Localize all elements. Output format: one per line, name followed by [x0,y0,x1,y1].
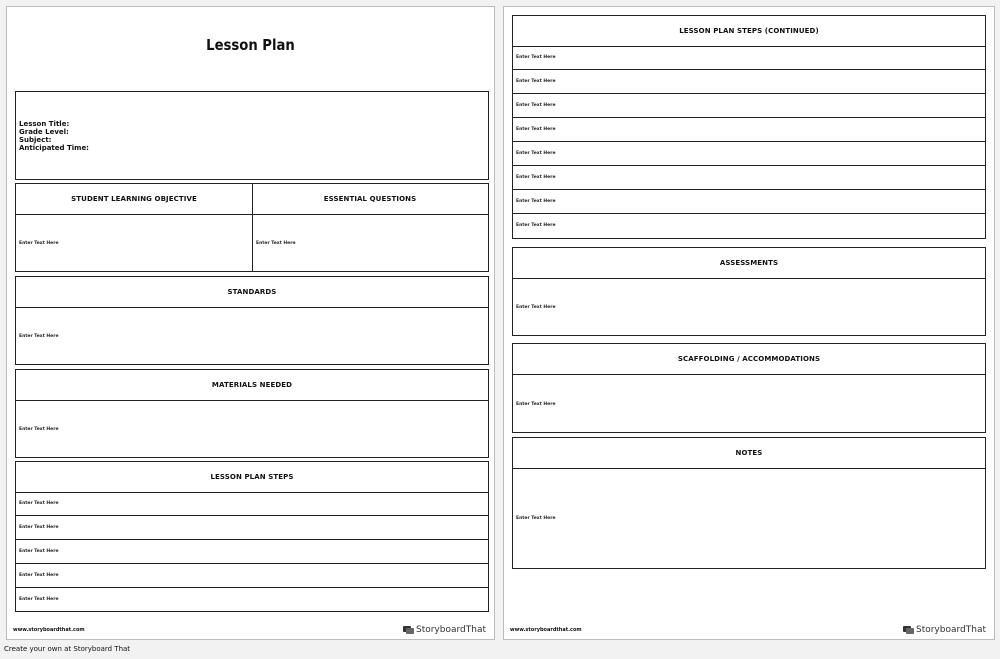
lesson-step-row[interactable] [513,214,985,238]
lesson-step-row[interactable] [16,492,488,516]
page-title: Lesson Plan [206,36,295,54]
lesson-step-row[interactable] [513,190,985,214]
lesson-step-row[interactable] [16,588,488,612]
questions-text[interactable]: Enter Text Here [256,241,296,246]
materials-text[interactable]: Enter Text Here [19,427,59,432]
subject-label: Subject: [19,136,52,144]
lesson-step-text: Enter Text Here [516,151,556,156]
lesson-step-row[interactable] [513,142,985,166]
speech-bubble-icon [403,626,414,635]
notes-box [512,437,986,569]
lesson-info-fields [19,120,89,152]
site-url: www.storyboardthat.com [13,627,85,633]
notes-text[interactable]: Enter Text Here [516,516,556,521]
materials-box [15,369,489,458]
lesson-step-text: Enter Text Here [516,175,556,180]
lesson-step-text: Enter Text Here [19,525,59,530]
lesson-step-text: Enter Text Here [19,501,59,506]
lesson-title-label: Lesson Title: [19,120,70,128]
column-divider [252,184,253,271]
worksheet-page-left [6,6,495,640]
standards-header: STANDARDS [16,277,488,308]
objective-questions-box [15,183,489,272]
lesson-step-text: Enter Text Here [516,79,556,84]
lesson-step-row[interactable] [513,94,985,118]
lesson-step-text: Enter Text Here [516,127,556,132]
speech-bubble-icon [903,626,914,635]
anticipated-time-label: Anticipated Time: [19,144,89,152]
notes-header: NOTES [513,438,985,469]
assessments-header: ASSESSMENTS [513,248,985,279]
lesson-info-box[interactable] [15,91,489,180]
scaffolding-text[interactable]: Enter Text Here [516,402,556,407]
site-url: www.storyboardthat.com [510,627,582,633]
objective-header: STUDENT LEARNING OBJECTIVE [71,195,197,203]
lesson-step-row[interactable] [513,46,985,70]
lesson-step-row[interactable] [513,166,985,190]
worksheet-page-right [503,6,995,640]
scaffolding-header: SCAFFOLDING / ACCOMMODATIONS [513,344,985,375]
objective-text[interactable]: Enter Text Here [19,241,59,246]
lesson-step-text: Enter Text Here [516,103,556,108]
assessments-box [512,247,986,336]
storyboardthat-logo [903,625,986,635]
lesson-step-row[interactable] [513,118,985,142]
logo-text: StoryboardThat [915,625,986,635]
assessments-text[interactable]: Enter Text Here [516,305,556,310]
lesson-step-row[interactable] [16,540,488,564]
lesson-steps-header: LESSON PLAN STEPS [16,462,488,493]
lesson-step-row[interactable] [513,70,985,94]
create-your-own-link[interactable]: Create your own at Storyboard That [4,645,131,653]
lesson-step-row[interactable] [16,564,488,588]
standards-box [15,276,489,365]
lesson-steps-box [15,461,489,612]
grade-level-label: Grade Level: [19,128,69,136]
logo-text: StoryboardThat [415,625,486,635]
storyboardthat-logo [403,625,486,635]
lesson-step-text: Enter Text Here [516,223,556,228]
scaffolding-box [512,343,986,433]
lesson-step-text: Enter Text Here [516,55,556,60]
questions-header: ESSENTIAL QUESTIONS [323,195,417,203]
lesson-steps-continued-header: LESSON PLAN STEPS (CONTINUED) [513,16,985,47]
lesson-step-text: Enter Text Here [516,199,556,204]
standards-text[interactable]: Enter Text Here [19,334,59,339]
lesson-step-row[interactable] [16,516,488,540]
materials-header: MATERIALS NEEDED [16,370,488,401]
lesson-steps-continued-box [512,15,986,239]
lesson-step-text: Enter Text Here [19,597,59,602]
lesson-step-text: Enter Text Here [19,573,59,578]
lesson-step-text: Enter Text Here [19,549,59,554]
